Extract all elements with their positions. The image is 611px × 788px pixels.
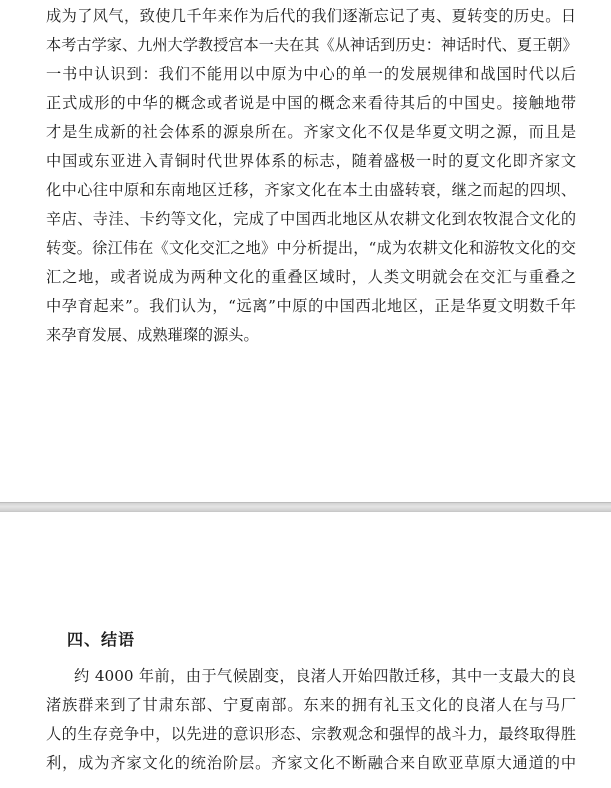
- document-page-bottom: [0, 512, 611, 788]
- text-line: 辛店、寺洼、卡约等文化，完成了中国西北地区从农耕文化到农牧混合文化的: [46, 210, 576, 228]
- text-line: 中国或东亚进入青铜时代世界体系的标志，随着盛极一时的夏文化即齐家文: [46, 152, 576, 170]
- text-line: 来孕育发展、成熟璀璨的源头。: [46, 326, 259, 344]
- text-line: 人的生存竞争中，以先进的意识形态、宗教观念和强悍的战斗力，最终取得胜: [46, 725, 576, 743]
- text-line: 中孕育起来”。我们认为，“远离”中原的中国西北地区，正是华夏文明数千年: [46, 297, 576, 315]
- body-paragraph: [46, 662, 576, 778]
- text-line: 渚族群来到了甘肃东部、宁夏南部。东来的拥有礼玉文化的良渚人在与马厂: [46, 696, 576, 714]
- text-line: 正式成形的中华的概念或者说是中国的概念来看待其后的中国史。接触地带: [46, 94, 576, 112]
- text-line: 利，成为齐家文化的统治阶层。齐家文化不断融合来自欧亚草原大通道的中: [46, 754, 576, 772]
- text-line: 本考古学家、九州大学教授宫本一夫在其《从神话到历史：神话时代、夏王朝》: [46, 36, 578, 54]
- text-line: 约 4000 年前，由于气候剧变，良渚人开始四散迁移，其中一支最大的良: [74, 667, 576, 685]
- page-separator: [0, 502, 611, 512]
- text-line: 成为了风气，致使几千年来作为后代的我们逐渐忘记了夷、夏转变的历史。日: [46, 7, 576, 25]
- text-line: 汇之地，或者说成为两种文化的重叠区域时，人类文明就会在交汇与重叠之: [46, 268, 576, 286]
- text-line: 转变。徐江伟在《文化交汇之地》中分析提出，“成为农耕文化和游牧文化的交: [46, 239, 576, 257]
- section-heading: 四、结语: [67, 630, 136, 649]
- text-line: 化中心往中原和东南地区迁移，齐家文化在本土由盛转衰，继之而起的四坝、: [46, 181, 576, 199]
- text-line: 一书中认识到：我们不能用以中原为中心的单一的发展规律和战国时代以后: [46, 65, 576, 83]
- text-line: 才是生成新的社会体系的源泉所在。齐家文化不仅是华夏文明之源，而且是: [46, 123, 576, 141]
- body-paragraph: [46, 2, 576, 350]
